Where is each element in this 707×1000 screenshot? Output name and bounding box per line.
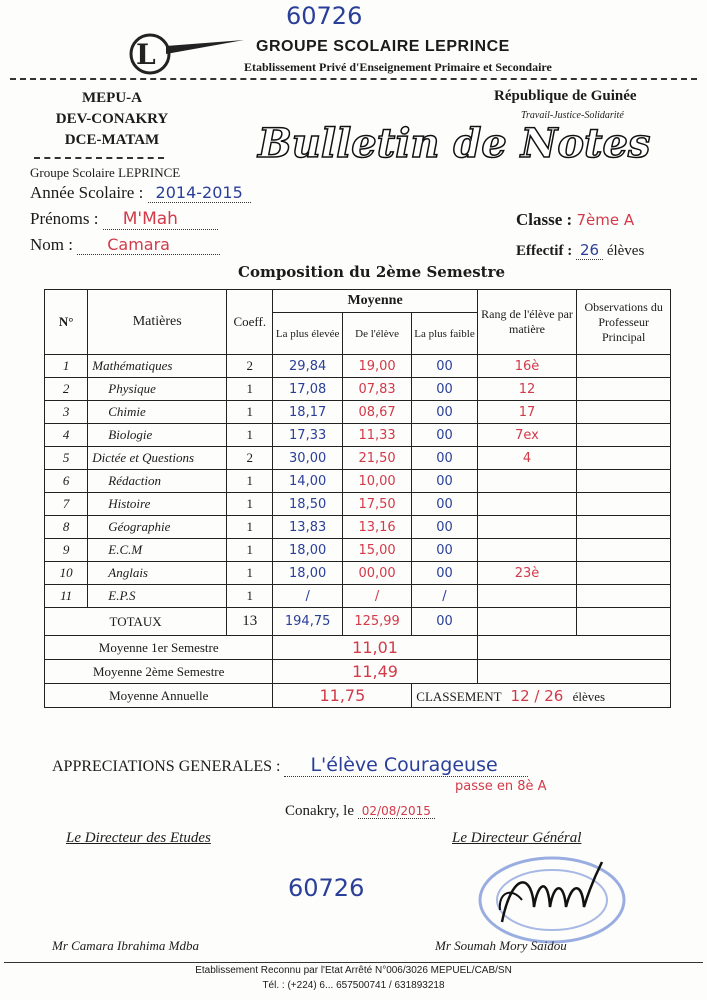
grade-rows [45,355,671,608]
class-field [516,210,634,230]
row-haut: 17,08 [273,378,342,401]
lastname-field [30,235,220,255]
header-eleve: De l'élève [342,313,411,355]
row-coeff: 1 [227,585,273,608]
row-coeff: 1 [227,424,273,447]
row-matiere: Physique [88,378,227,401]
class-value: 7ème A [576,211,635,229]
row-observation [577,424,671,447]
moy2-label: Moyenne 2ème Semestre [45,660,273,684]
row-num: 8 [45,516,88,539]
row-num: 2 [45,378,88,401]
row-observation [577,516,671,539]
row-observation [577,470,671,493]
row-rang [477,516,577,539]
table-row [45,493,671,516]
totaux-eleve: 125,99 [342,608,411,636]
effectif-label: Effectif : [516,243,573,259]
classement-value: 12 / 26 [510,686,564,705]
classement-unit: élèves [572,688,606,704]
row-coeff: 1 [227,539,273,562]
row-haut: 18,00 [273,562,342,585]
row-observation [577,355,671,378]
row-eleve: 13,16 [342,516,411,539]
row-rang [477,493,577,516]
row-bas: 00 [412,539,477,562]
country-motto: Travail-Justice-Solidarité [521,110,624,121]
moy1-label: Moyenne 1er Semestre [45,636,273,660]
row-bas: 00 [412,562,477,585]
row-matiere: Chimie [88,401,227,424]
row-coeff: 2 [227,447,273,470]
row-eleve: 17,50 [342,493,411,516]
row-num: 7 [45,493,88,516]
table-row [45,424,671,447]
ministry-line1: MEPU-A [82,90,142,106]
header-observations: Observations du Professeur Principal [577,290,671,355]
moy1-empty [477,636,670,660]
row-rang: 17 [477,401,577,424]
row-observation [577,585,671,608]
ministry-line2: DEV-CONAKRY [55,111,169,127]
right-signature-title: Le Directeur Général [452,830,582,846]
row-eleve: / [342,585,411,608]
left-signature-title: Le Directeur des Etudes [66,830,211,846]
annuelle-value: 11,75 [273,684,412,708]
row-observation [577,447,671,470]
right-signatory: Mr Soumah Mory Saidou [435,938,567,953]
row-rang: 4 [477,447,577,470]
table-row [45,378,671,401]
class-label: Classe : [516,210,573,229]
stamp-icon [472,852,632,948]
row-coeff: 1 [227,470,273,493]
row-rang [477,585,577,608]
row-bas: 00 [412,378,477,401]
moy2-value: 11,49 [273,660,477,684]
row-matiere: Histoire [88,493,227,516]
row-matiere: E.P.S [88,585,227,608]
footer-line1: Etablissement Reconnu par l'Etat Arrêté N°006/3026 MEPUEL/CAB/SN [195,965,512,976]
firstname-field [30,209,218,229]
header-num: N° [45,290,88,355]
row-rang: 23è [477,562,577,585]
row-num: 3 [45,401,88,424]
row-rang [477,470,577,493]
row-haut: 29,84 [273,355,342,378]
header-matieres: Matières [88,290,227,355]
school-subtitle: Etablissement Privé d'Enseignement Primaire et Secondaire [244,60,552,74]
row-coeff: 1 [227,562,273,585]
row-matiere: Mathématiques [88,355,227,378]
row-bas: 00 [412,470,477,493]
annuelle-label: Moyenne Annuelle [45,684,273,708]
row-num: 10 [45,562,88,585]
row-bas: 00 [412,424,477,447]
classement-cell [412,684,671,708]
row-haut: 17,33 [273,424,342,447]
row-rang [477,539,577,562]
effectif-unit: élèves [606,243,645,259]
row-coeff: 1 [227,493,273,516]
table-row [45,516,671,539]
svg-text:L: L [136,38,156,71]
row-matiere: Biologie [88,424,227,447]
row-coeff: 1 [227,516,273,539]
row-num: 1 [45,355,88,378]
row-num: 4 [45,424,88,447]
row-haut: 14,00 [273,470,342,493]
appreciations-field [52,754,528,776]
stamp-number: 60726 [288,874,365,902]
row-coeff: 2 [227,355,273,378]
row-haut: 18,50 [273,493,342,516]
school-label: Groupe Scolaire LEPRINCE [30,165,181,180]
row-matiere: Géographie [88,516,227,539]
row-rang: 7ex [477,424,577,447]
row-num: 6 [45,470,88,493]
row-matiere: E.C.M [88,539,227,562]
classement-label: CLASSEMENT [416,688,502,704]
totaux-haut: 194,75 [273,608,342,636]
row-bas: / [412,585,477,608]
year-field [30,183,251,203]
effectif-value: 26 [576,241,603,260]
composition-title: Composition du 2ème Semestre [238,263,506,281]
moy2-empty [477,660,670,684]
row-eleve: 10,00 [342,470,411,493]
table-row [45,447,671,470]
ministry-line3: DCE-MATAM [64,132,160,148]
totaux-coeff: 13 [227,608,273,636]
place-label: Conakry, le [285,803,355,819]
left-signatory: Mr Camara Ibrahima Mdba [52,938,199,953]
row-matiere: Anglais [88,562,227,585]
date-value: 02/08/2015 [358,804,435,819]
table-row [45,355,671,378]
top-handwritten-number: 60726 [286,2,363,30]
totaux-observations [577,608,671,636]
row-observation [577,562,671,585]
row-eleve: 00,00 [342,562,411,585]
school-name: GROUPE SCOLAIRE LEPRINCE [256,38,510,55]
totaux-rang [477,608,577,636]
appreciations-note: passe en 8è A [455,779,547,794]
footer-line2: Tél. : (+224) 6... 657500741 / 631893218 [262,980,445,991]
footer-divider [4,962,703,963]
row-num: 11 [45,585,88,608]
row-eleve: 21,50 [342,447,411,470]
row-haut: 18,00 [273,539,342,562]
firstname-value: M'Mah [103,209,218,230]
totaux-bas: 00 [412,608,477,636]
school-logo [124,32,194,78]
ministry-block [55,88,169,151]
table-row [45,401,671,424]
header-coeff: Coeff. [227,290,273,355]
header-rang: Rang de l'élève par matière [477,290,577,355]
row-eleve: 11,33 [342,424,411,447]
header-plus-faible: La plus faible [412,313,477,355]
totaux-label: TOTAUX [45,608,227,636]
firstname-label: Prénoms : [30,209,99,228]
row-coeff: 1 [227,378,273,401]
row-bas: 00 [412,355,477,378]
row-observation [577,401,671,424]
header-moyenne: Moyenne [273,290,477,313]
row-bas: 00 [412,447,477,470]
lastname-value: Camara [77,235,220,255]
appreciations-label: APPRECIATIONS GENERALES : [52,758,281,775]
table-row [45,585,671,608]
row-eleve: 07,83 [342,378,411,401]
row-bas: 00 [412,493,477,516]
logo-icon [124,32,244,78]
row-matiere: Dictée et Questions [88,447,227,470]
year-value: 2014-2015 [148,183,251,203]
row-observation [577,539,671,562]
year-label: Année Scolaire : [30,183,144,202]
header-divider [10,78,697,80]
table-row [45,470,671,493]
bulletin-title: Bulletin de Notes [258,120,651,167]
row-rang: 12 [477,378,577,401]
row-bas: 00 [412,516,477,539]
table-row [45,539,671,562]
row-rang: 16è [477,355,577,378]
place-date [285,803,435,820]
header-plus-elevee: La plus élevée [273,313,342,355]
row-eleve: 08,67 [342,401,411,424]
row-matiere: Rédaction [88,470,227,493]
row-haut: 30,00 [273,447,342,470]
row-observation [577,378,671,401]
lastname-label: Nom : [30,235,73,254]
country-name: République de Guinée [494,88,637,104]
row-bas: 00 [412,401,477,424]
row-coeff: 1 [227,401,273,424]
grades-table [44,289,671,708]
row-num: 5 [45,447,88,470]
ministry-divider [34,157,164,159]
row-haut: 18,17 [273,401,342,424]
row-haut: 13,83 [273,516,342,539]
row-eleve: 15,00 [342,539,411,562]
row-observation [577,493,671,516]
official-stamp [472,852,632,948]
effectif-field [516,241,644,260]
row-eleve: 19,00 [342,355,411,378]
table-row [45,562,671,585]
row-num: 9 [45,539,88,562]
moy1-value: 11,01 [273,636,477,660]
row-haut: / [273,585,342,608]
appreciations-value: L'élève Courageuse [284,754,527,777]
